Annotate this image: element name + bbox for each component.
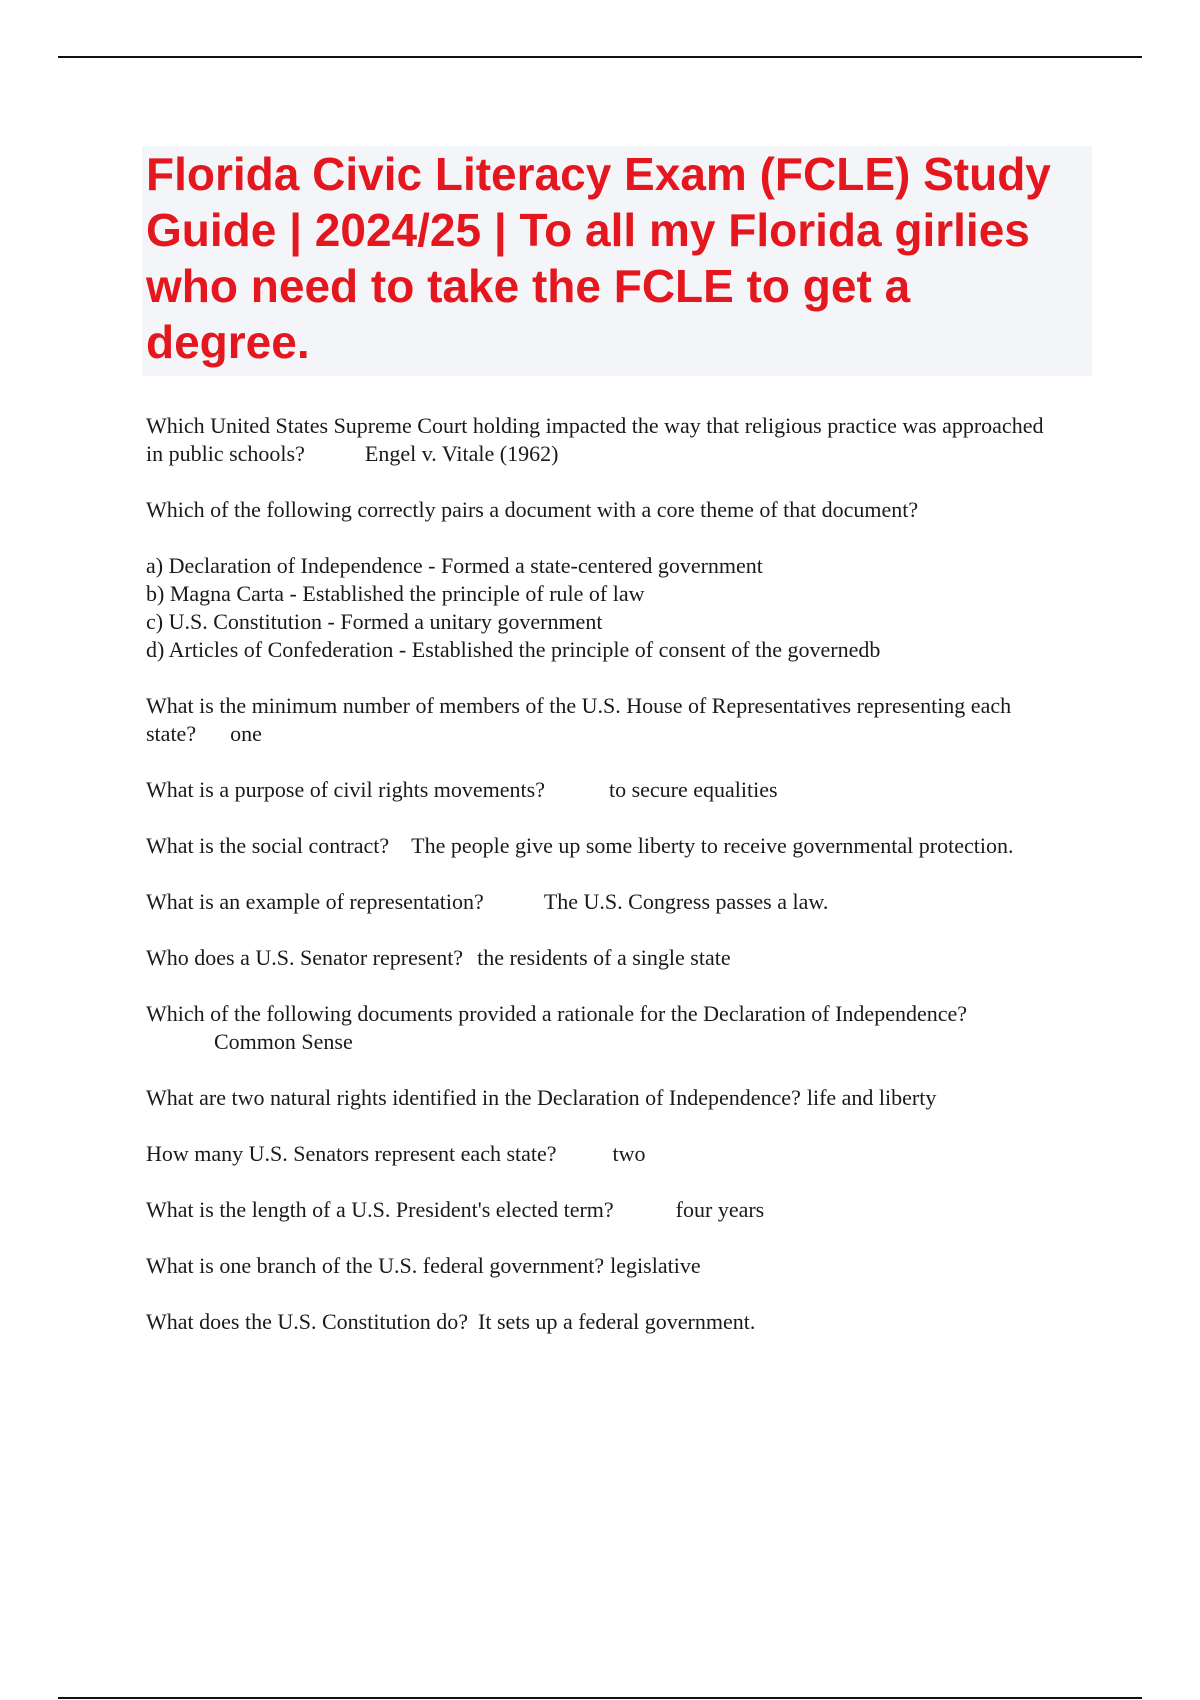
- answer: two: [612, 1141, 646, 1166]
- option-item: [146, 636, 1066, 664]
- answer: life and liberty: [806, 1085, 937, 1110]
- question: What are two natural rights identified in the Declaration of Independence?: [146, 1085, 801, 1110]
- qa-item: [146, 496, 1066, 524]
- title-banner: [142, 146, 1092, 376]
- qa-list: [146, 412, 1066, 1364]
- top-rule: [58, 56, 1142, 58]
- answer: Engel v. Vitale (1962): [364, 441, 559, 466]
- answer: legislative: [610, 1253, 701, 1278]
- qa-item: [146, 1308, 1066, 1336]
- bottom-rule: [58, 1697, 1142, 1699]
- answer: The U.S. Congress passes a law.: [543, 889, 829, 914]
- qa-item: [146, 888, 1066, 916]
- question: What is the minimum number of members of the U.S. House of Representatives representing each state?: [146, 693, 1012, 746]
- options-list: [146, 552, 1066, 664]
- question: Which of the following correctly pairs a document with a core theme of that document?: [146, 497, 919, 522]
- answer: Common Sense: [214, 1029, 353, 1054]
- answer: It sets up a federal government.: [478, 1309, 756, 1334]
- question: What is the length of a U.S. President's elected term?: [146, 1197, 614, 1222]
- question: What is the social contract?: [146, 833, 390, 858]
- qa-item: [146, 776, 1066, 804]
- question: How many U.S. Senators represent each state?: [146, 1141, 557, 1166]
- option-item: c) U.S. Constitution - Formed a unitary government: [146, 609, 603, 634]
- question: Which United States Supreme Court holding impacted the way that religious practice was approached in public schools?: [146, 413, 1044, 466]
- answer: four years: [675, 1197, 765, 1222]
- qa-item: [146, 832, 1066, 860]
- question: What is an example of representation?: [146, 889, 484, 914]
- question: What is a purpose of civil rights movements?: [146, 777, 545, 802]
- question: Which of the following documents provided a rationale for the Declaration of Independence?: [146, 1001, 968, 1026]
- qa-item: [146, 1084, 1066, 1112]
- question: What is one branch of the U.S. federal government?: [146, 1253, 605, 1278]
- qa-item: [146, 692, 1066, 748]
- qa-item: [146, 944, 1066, 972]
- option-item: b) Magna Carta - Established the principle of rule of law: [146, 581, 645, 606]
- qa-item: [146, 1000, 1066, 1056]
- document-title: Florida Civic Literacy Exam (FCLE) Study Guide | 2024/25 | To all my Florida girlies who need to take the FCLE to get a degree.: [146, 148, 1051, 368]
- qa-item: [146, 412, 1066, 468]
- qa-item: [146, 1252, 1066, 1280]
- answer: one: [230, 721, 262, 746]
- qa-item: [146, 1196, 1066, 1224]
- answer: to secure equalities: [608, 777, 778, 802]
- qa-item: [146, 1140, 1066, 1168]
- question: Who does a U.S. Senator represent?: [146, 945, 464, 970]
- options-answer: b: [869, 637, 881, 662]
- option-item: a) Declaration of Independence - Formed a state-centered government: [146, 553, 763, 578]
- answer: the residents of a single state: [477, 945, 731, 970]
- option-text: d) Articles of Confederation - Established the principle of consent of the governed: [146, 637, 870, 662]
- answer: The people give up some liberty to receive governmental protection.: [411, 833, 1014, 858]
- question: What does the U.S. Constitution do?: [146, 1309, 469, 1334]
